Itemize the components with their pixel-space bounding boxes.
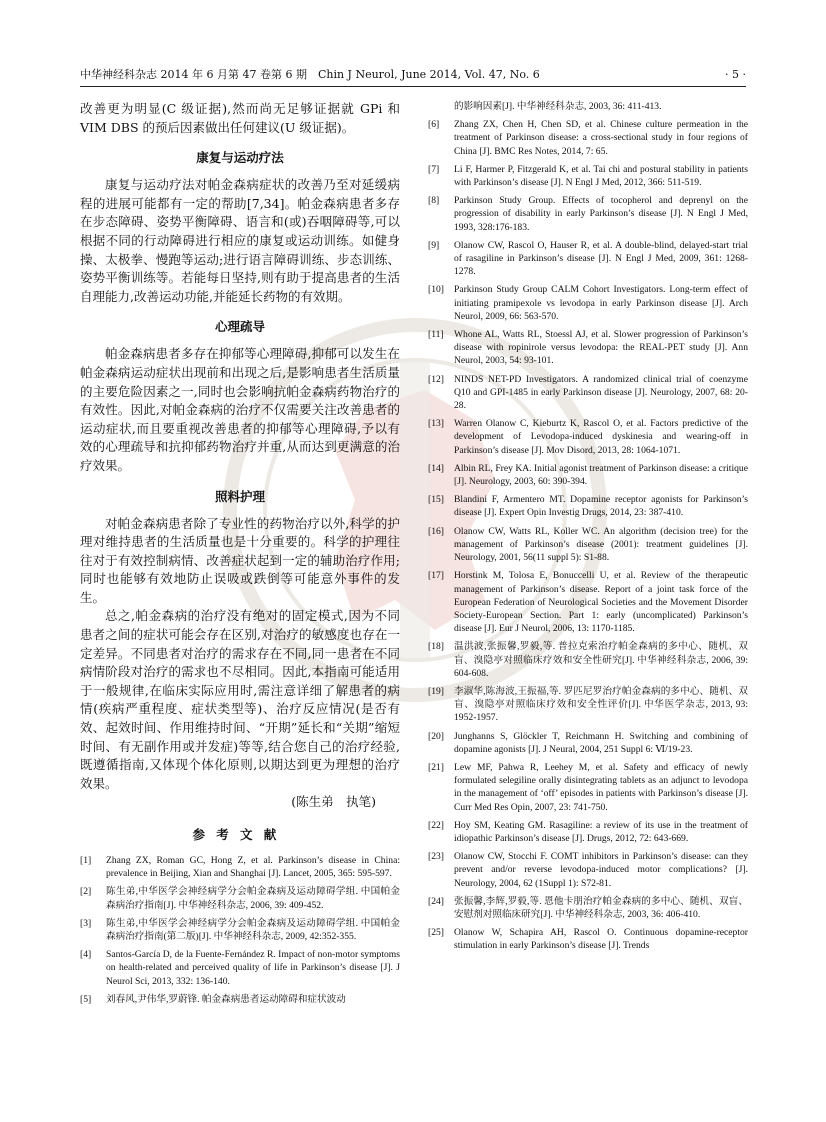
reference-item: [428, 462, 748, 488]
reference-number: [5]: [80, 993, 92, 1005]
reference-item: [80, 948, 400, 988]
reference-text: Zhang ZX, Roman GC, Hong Z, et al. Parkinson’s disease in China: prevalence in Beijing, Xian and Shanghai [J]. Lancet, 2005, 365: 595-597.: [106, 855, 400, 880]
reference-number: [4]: [80, 949, 92, 961]
header-divider: [80, 86, 746, 87]
reference-number: [2]: [80, 886, 92, 898]
reference-text: 陈生弟,中华医学会神经病学分会帕金森病及运动障碍学组. 中国帕金森病治疗指南[J]. 中华神经科杂志, 2006, 39: 409-452.: [106, 886, 400, 911]
section-title-rehabilitation: 康复与运动疗法: [196, 150, 284, 166]
reference-text: 李淑华,陈海波,王振福,等. 罗匹尼罗治疗帕金森病的多中心、随机、双盲、溴隐亭对照临床疗效和安全性评价[J]. 中华医学杂志, 2013, 93: 1952-1957.: [454, 685, 748, 724]
reference-text: Hoy SM, Keating GM. Rasagiline: a review of its use in the treatment of idiopathic Parkinson’s disease [J]. Drugs, 2012, 72: 643-669.: [454, 819, 748, 844]
reference-item: [428, 819, 748, 845]
reference-number: [15]: [428, 494, 444, 506]
reference-item: [428, 328, 748, 368]
reference-number: [20]: [428, 730, 444, 742]
reference-item: [428, 373, 748, 413]
reference-item: [428, 761, 748, 814]
reference-text: Warren Olanow C, Kieburtz K, Rascol O, et al. Factors predictive of the development of Levodopa-induced dyskinesia and wearing-off in Parkinson’s disease [J]. Mov Disord, 2013, 28: 1064-1071.: [454, 418, 748, 456]
reference-number: [14]: [428, 462, 444, 474]
left-column: [80, 100, 400, 1011]
reference-number: [11]: [428, 329, 444, 341]
reference-text: 的影响因素[J]. 中华神经科杂志, 2003, 36: 411-413.: [454, 101, 662, 112]
reference-number: [23]: [428, 851, 444, 863]
reference-text: 刘春风,尹伟华,罗蔚锋. 帕金森病患者运动障碍和症状波动: [106, 993, 346, 1005]
reference-item: [428, 730, 748, 756]
reference-item: [428, 685, 748, 725]
reference-text: NINDS NET-PD Investigators. A randomized clinical trial of coenzyme Q10 and GPI-1485 in early Parkinson disease [J]. Neurology, 2007, 68: 20-28.: [454, 373, 748, 412]
reference-number: [16]: [428, 525, 444, 537]
reference-item: [428, 239, 748, 279]
reference-item: [428, 895, 748, 921]
reference-number: [21]: [428, 761, 444, 773]
reference-text: Lew MF, Pahwa R, Leehey M, et al. Safety and efficacy of newly formulated selegiline orally disintegrating tablets as an adjunct to levodopa in the management of ‘off’ episodes in patients with Parkinson’s disease [J]. Curr Med Res Opin, 2007, 23: 741-750.: [454, 761, 748, 813]
reference-text: Horstink M, Tolosa E, Bonuccelli U, et al. Review of the therapeutic management of Parkinson’s disease. Report of a joint task force of the European Federation of Neurological Societies and the Movement Disorder Society-European Section. Part 1: early (uncomplicated) Parkinson’s disease [J]. Eur J Neurol, 2006, 13: 1170-1185.: [454, 570, 748, 635]
reference-item: [428, 194, 748, 234]
reference-text: Olanow CW, Rascol O, Hauser R, et al. A double-blind, delayed-start trial of rasagiline in Parkinson’s disease [J]. N Engl J Med, 2009, 361: 1268-1278.: [454, 239, 748, 278]
reference-item: [428, 493, 748, 519]
reference-text: Olanow CW, Stocchi F. COMT inhibitors in Parkinson’s disease: can they prevent and/or reverse levodopa-induced motor complications? [J]. Neurology, 2004, 62 (1Suppl 1): S72-81.: [454, 851, 748, 889]
conclusion-paragraph: 总之,帕金森病的治疗没有绝对的固定模式,因为不同患者之间的症状可能会存在区别,对治疗的敏感度也存在一定差异。不同患者对治疗的需求存在不同,同一患者在不同病情阶段对治疗的需求也不尽相同。因此,本指南可能适用于一般规律,在临床实际应用时,需注意详细了解患者的病情(疾病严重程度、症状类型等)、治疗反应情况(是否有效、起效时间、作用维持时间、“开期”延长和“关期”缩短时间、有无副作用或并发症)等等,结合您自己的治疗经验,既遵循指南,又体现个体化原则,以期达到更为理想的治疗效果。: [80, 608, 400, 791]
reference-number: [8]: [428, 195, 440, 207]
reference-number: [22]: [428, 819, 444, 831]
reference-number: [6]: [428, 119, 440, 131]
reference-number: [3]: [80, 917, 92, 929]
reference-item: [428, 100, 748, 113]
reference-number: [13]: [428, 418, 444, 430]
reference-item: [80, 885, 400, 911]
section-title-psychological: 心理疏导: [214, 319, 265, 335]
reference-text: Li F, Harmer P, Fitzgerald K, et al. Tai chi and postural stability in patients with Parkinson’s disease [J]. N Engl J Med, 2012, 366: 511-519.: [454, 163, 748, 189]
reference-number: [24]: [428, 895, 444, 907]
reference-item: [428, 118, 748, 158]
reference-item: [428, 163, 748, 189]
reference-number: [17]: [428, 570, 444, 582]
reference-item: [80, 917, 400, 943]
reference-number: [7]: [428, 163, 440, 175]
reference-text: Junghanns S, Glöckler T, Reichmann H. Switching and combining of dopamine agonists [J]. J Neural, 2004, 251 Suppl 6: Ⅵ/19-23.: [454, 730, 748, 755]
nursing-care-paragraph: 对帕金森病患者除了专业性的药物治疗以外,科学的护理对维持患者的生活质量也是十分重要的。科学的护理往往对于有效控制病情、改善症状起到一定的辅助治疗作用;同时也能够有效地防止误吸或跌倒等可能意外事件的发生。: [80, 515, 400, 605]
reference-text: Olanow CW, Watts RL, Koller WC. An algorithm (decision tree) for the management of Parkinson’s disease (2001): treatment guidelines [J]. Neurology, 2001, 56(11 suppl 5): S1-88.: [454, 525, 748, 564]
reference-number: [25]: [428, 927, 444, 939]
references-title: 参考文献: [192, 827, 288, 842]
reference-number: [12]: [428, 373, 444, 385]
rehabilitation-paragraph: 康复与运动疗法对帕金森病症状的改善乃至对延缓病程的进展可能都有一定的帮助[7,34]。帕金森病患者多存在步态障碍、姿势平衡障碍、语言和(或)吞咽障碍等,可以根据不同的行动障碍进行相应的康复或运动训练。如健身操、太极拳、慢跑等运动;进行语言障碍训练、步态训练、姿势平衡训练等。若能每日坚持,则有助于提高患者的生活自理能力,改善运动功能,并能延长药物的有效期。: [80, 177, 400, 304]
reference-item: [428, 283, 748, 323]
journal-citation: 中华神经科杂志 2014 年 6 月第 47 卷第 6 期 Chin J Neurol, June 2014, Vol. 47, No. 6: [80, 68, 540, 81]
reference-number: [18]: [428, 641, 444, 653]
reference-number: [19]: [428, 685, 444, 697]
reference-item: [428, 569, 748, 635]
section-title-nursing-care: 照料护理: [214, 488, 265, 504]
reference-item: [80, 993, 400, 1006]
reference-text: Zhang ZX, Chen H, Chen SD, et al. Chinese culture permeation in the treatment of Parkinson disease: a cross-sectional study in four regions of China [J]. BMC Res Notes, 2014, 7: 65.: [454, 119, 748, 157]
reference-list-left: [80, 854, 400, 1006]
reference-text: Albin RL, Frey KA. Initial agonist treatment of Parkinson disease: a critique [J]. Neurology, 2003, 60: 390-394.: [454, 462, 748, 488]
reference-text: 温洪波,张振馨,罗毅,等. 普拉克索治疗帕金森病的多中心、随机、双盲、溴隐亭对照临床疗效和安全性研究[J]. 中华神经科杂志, 2006, 39: 604-608.: [454, 641, 748, 679]
reference-text: Parkinson Study Group. Effects of tocopherol and deprenyl on the progression of disability in early Parkinson’s disease [J]. N Engl J Med, 1993, 328:176-183.: [454, 195, 748, 233]
reference-text: Olanow W, Schapira AH, Rascol O. Continuous dopamine-receptor stimulation in early Parkinson’s disease [J]. Trends: [454, 927, 748, 952]
reference-item: [428, 640, 748, 680]
author-signature: (陈生弟 执笔): [291, 794, 376, 810]
reference-number: [1]: [80, 855, 92, 866]
reference-item: [428, 926, 748, 952]
reference-item: [428, 525, 748, 565]
reference-item: [428, 417, 748, 457]
running-header: [80, 66, 746, 84]
reference-list-right: [428, 100, 748, 953]
right-column: [428, 100, 748, 958]
reference-text: Parkinson Study Group CALM Cohort Investigators. Long-term effect of initiating pramipexole vs levodopa in early Parkinson disease [J]. Arch Neurol, 2009, 66: 563-570.: [454, 284, 748, 322]
reference-text: Blandini F, Armentero MT. Dopamine receptor agonists for Parkinson’s disease [J]. Expert Opin Investig Drugs, 2014, 23: 387-410.: [454, 494, 748, 519]
reference-number: [10]: [428, 284, 444, 296]
psychological-paragraph: 帕金森病患者多存在抑郁等心理障碍,抑郁可以发生在帕金森病运动症状出现前和出现之后,是影响患者生活质量的主要危险因素之一,同时也会影响抗帕金森病药物治疗的有效性。因此,对帕金森病的治疗不仅需要关注改善患者的运动症状,而且要重视改善患者的抑郁等心理障碍,予以有效的心理疏导和抗抑郁药物治疗并重,从而达到更满意的治疗效果。: [80, 346, 400, 473]
reference-text: Whone AL, Watts RL, Stoessl AJ, et al. Slower progression of Parkinson’s disease with ropinirole versus levodopa: the REAL-PET study [J]. Ann Neurol, 2003, 54: 93-101.: [454, 329, 748, 367]
reference-text: 陈生弟,中华医学会神经病学分会帕金森病及运动障碍学组. 中国帕金森病治疗指南(第二版)[J]. 中华神经科杂志, 2009, 42:352-355.: [106, 917, 400, 943]
reference-item: [80, 854, 400, 880]
reference-text: Santos-García D, de la Fuente-Fernández R. Impact of non-motor symptoms on health-related and perceived quality of life in Parkinson’s disease [J]. J Neurol Sci, 2013, 332: 136-140.: [106, 949, 400, 987]
page-number: · 5 ·: [725, 68, 746, 81]
reference-item: [428, 850, 748, 890]
reference-number: [9]: [428, 239, 440, 251]
reference-text: 张振馨,李辉,罗毅,等. 恩他卡朋治疗帕金森病的多中心、随机、双盲、安慰剂对照临床研究[J]. 中华神经科杂志, 2003, 36: 406-410.: [454, 895, 748, 920]
intro-paragraph: 改善更为明显(C 级证据),然而尚无足够证据就 GPi 和 VIM DBS 的预后因素做出任何建议(U 级证据)。: [80, 101, 400, 135]
